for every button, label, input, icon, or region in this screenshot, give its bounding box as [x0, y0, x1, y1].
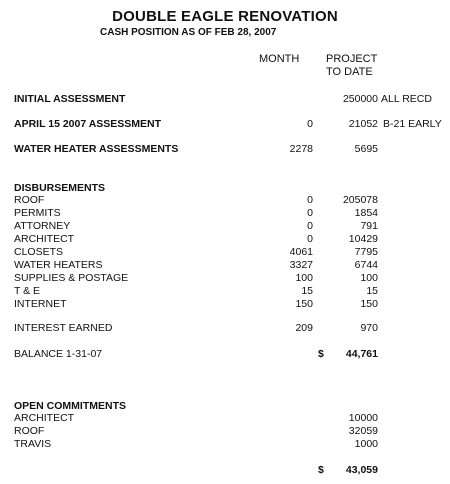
disbursement-month: 3327 — [289, 259, 313, 271]
disbursement-label: PERMITS — [14, 207, 61, 219]
water-heater-assessment-label: WATER HEATER ASSESSMENTS — [14, 143, 179, 155]
disbursement-month: 15 — [301, 285, 313, 297]
interest-earned-project: 970 — [360, 322, 378, 334]
disbursement-month: 0 — [307, 194, 313, 206]
disbursement-project: 6744 — [354, 259, 378, 271]
april-assessment-label: APRIL 15 2007 ASSESSMENT — [14, 118, 162, 130]
disbursement-project: 150 — [360, 298, 378, 310]
initial-assessment-label: INITIAL ASSESSMENT — [14, 93, 126, 105]
disbursement-month: 0 — [307, 233, 313, 245]
disbursement-project: 791 — [360, 220, 378, 232]
column-header-to-date: TO DATE — [326, 66, 373, 78]
balance-amount: 44,761 — [345, 348, 378, 360]
disbursement-label: INTERNET — [14, 298, 67, 310]
initial-assessment-project: 250000 — [342, 93, 378, 105]
commitments-total-currency: $ — [318, 464, 324, 476]
interest-earned-label: INTEREST EARNED — [14, 322, 113, 334]
disbursement-month: 4061 — [289, 246, 313, 258]
disbursement-label: ROOF — [14, 194, 45, 206]
commitment-label: TRAVIS — [14, 438, 52, 450]
balance-label: BALANCE 1-31-07 — [14, 348, 103, 360]
disbursement-project: 1854 — [354, 207, 378, 219]
water-heater-assessment-month: 2278 — [289, 143, 313, 155]
disbursement-month: 0 — [307, 220, 313, 232]
disbursement-project: 10429 — [348, 233, 378, 245]
commitment-amount: 32059 — [348, 425, 378, 437]
balance-currency: $ — [318, 348, 324, 360]
disbursement-project: 205078 — [342, 194, 378, 206]
disbursement-project: 15 — [366, 285, 378, 297]
commitment-label: ARCHITECT — [14, 412, 75, 424]
commitment-amount: 1000 — [354, 438, 378, 450]
document-title: DOUBLE EAGLE RENOVATION — [112, 8, 338, 25]
column-header-month: MONTH — [259, 53, 300, 65]
april-assessment-month: 0 — [307, 118, 313, 130]
disbursement-month: 0 — [307, 207, 313, 219]
interest-earned-month: 209 — [295, 322, 313, 334]
disbursement-month: 150 — [295, 298, 313, 310]
document-subtitle: CASH POSITION AS OF FEB 28, 2007 — [100, 27, 277, 38]
open-commitments-heading: OPEN COMMITMENTS — [14, 400, 126, 412]
disbursement-label: ATTORNEY — [14, 220, 71, 232]
april-assessment-note: B-21 EARLY — [383, 118, 442, 130]
disbursement-label: ARCHITECT — [14, 233, 75, 245]
disbursement-label: CLOSETS — [14, 246, 64, 258]
april-assessment-project: 21052 — [348, 118, 378, 130]
disbursement-label: SUPPLIES & POSTAGE — [14, 272, 129, 284]
disbursement-project: 100 — [360, 272, 378, 284]
disbursement-project: 7795 — [354, 246, 378, 258]
water-heater-assessment-project: 5695 — [354, 143, 378, 155]
disbursement-label: T & E — [14, 285, 41, 297]
initial-assessment-note: ALL RECD — [381, 93, 432, 105]
commitment-amount: 10000 — [348, 412, 378, 424]
column-header-project: PROJECT — [326, 53, 378, 65]
commitment-label: ROOF — [14, 425, 45, 437]
disbursements-heading: DISBURSEMENTS — [14, 182, 106, 194]
disbursement-label: WATER HEATERS — [14, 259, 103, 271]
commitments-total: 43,059 — [345, 464, 378, 476]
disbursement-month: 100 — [295, 272, 313, 284]
